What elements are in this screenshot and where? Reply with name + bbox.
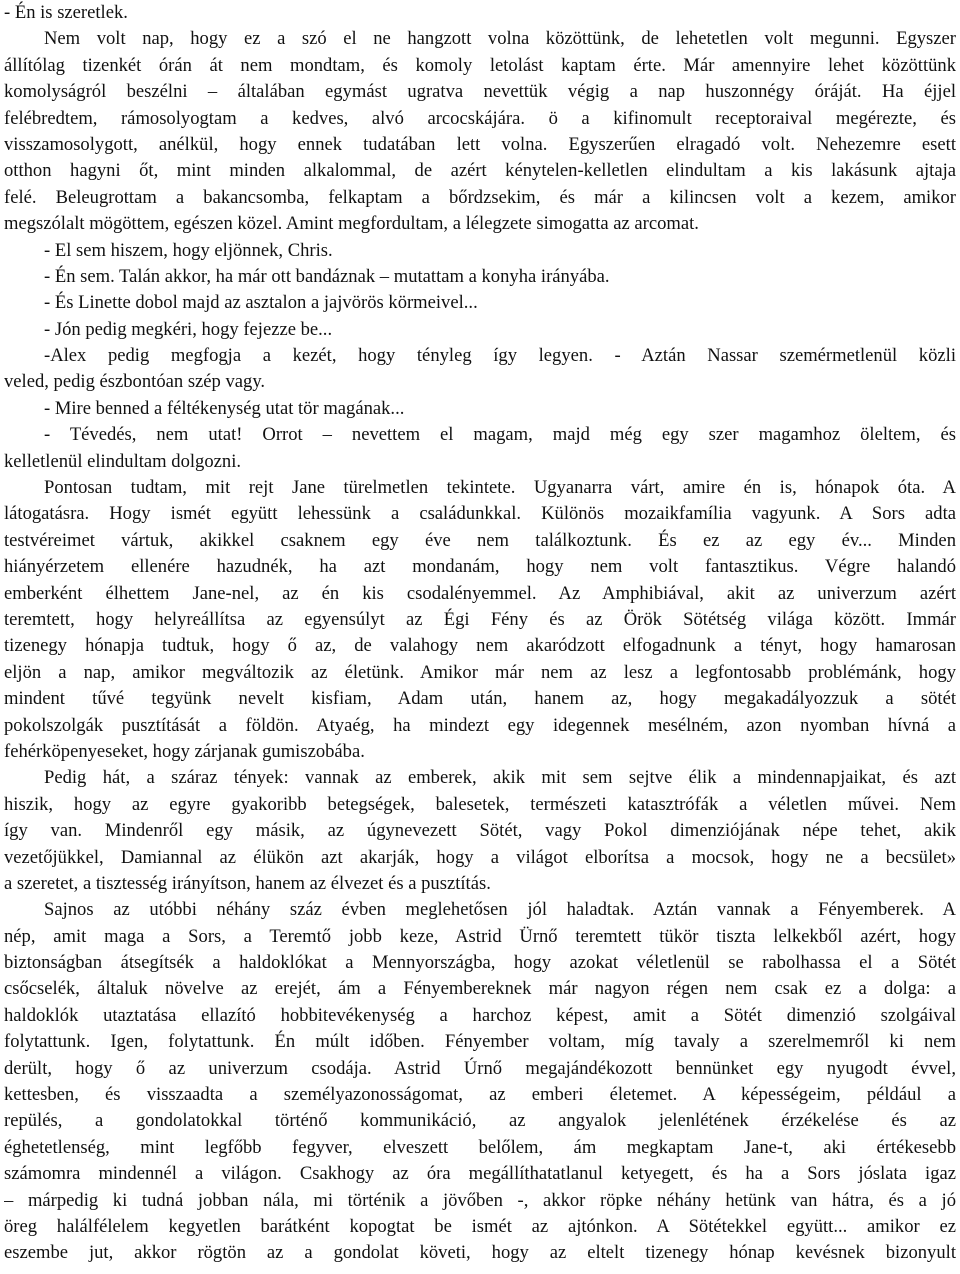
text-line: - Mire benned a féltékenység utat tör magának... xyxy=(44,397,405,419)
text-line: emberként élhettem Jane-nel, az én kis csodalényemmel. Az Amphibiával, akit az univerzum azért xyxy=(4,582,956,604)
text-line: - Jón pedig megkéri, hogy fejezze be... xyxy=(44,318,333,340)
text-line: kelletlenül elindultam dolgozni. xyxy=(4,450,242,472)
text-line: Pedig hát, a száraz tények: vannak az emberek, akik mit sem sejtve élik a mindennapjaikat, és azt xyxy=(44,767,956,789)
text-line: csőcselék, általuk növelve az erejét, ám a Fényembereknek már nagyon régen nem csak ez a dolga: a xyxy=(4,978,956,1000)
text-line: - El sem hiszem, hogy eljönnek, Chris. xyxy=(44,239,333,261)
text-line: Nem volt nap, hogy ez a szó el ne hangzott volna közöttünk, de lehetetlen volt megunni. Egyszer xyxy=(44,28,956,50)
text-line: mindent tűvé tegyünk nevelt kisfiam, Adam után, hanem az, hogy megakadályozzuk a sötét xyxy=(4,688,956,710)
text-line: veled, pedig észbontóan szép vagy. xyxy=(4,371,266,393)
text-line: számomra mindennél a világon. Csakhogy az óra megállíthatatlanul ketyegett, és ha a Sors jóslata igaz xyxy=(4,1163,956,1185)
text-line: kettesben, és visszaadta a személyazonosságomat, az emberi életemet. A képességeim, például a xyxy=(4,1084,956,1106)
text-line: biztonságban átsegítsék a haldoklókat a Mennyországba, hogy azokat véletlenül se rabolhassa el a Sötét xyxy=(4,952,956,974)
text-line: folytattunk. Igen, folytattunk. Én múlt időben. Fényember voltam, míg tavaly a szerelmemről ki nem xyxy=(4,1031,956,1053)
text-line: eljön a nap, amikor megváltozik az életünk. Amikor már nem az lesz a legfontosabb problémánk, hogy xyxy=(4,661,956,683)
text-line: felé. Beleugrottam a bakancsomba, felkaptam a bőrdzsekim, és már a kilincsen volt a kezem, amikor xyxy=(4,186,956,208)
text-line: teremtett, hogy helyreállítsa az egyensúlyt az Égi Fény és az Örök Sötétség világa között. Immár xyxy=(4,608,956,630)
text-line: Pontosan tudtam, mit rejt Jane türelmetlen tekintete. Ugyanarra várt, amire én is, hónapok óta. A xyxy=(44,477,956,499)
text-line: látogatásra. Hogy ismét együtt lehessünk a családunkkal. Különös mozaikfamília vagyunk. A Sors adta xyxy=(4,503,956,525)
text-line: - És Linette dobol majd az asztalon a jajvörös körmeivel... xyxy=(44,292,478,314)
text-line: megszólalt mögöttem, egészen közel. Amint megfordultam, a lélegzete simogatta az arcomat. xyxy=(4,213,699,235)
text-line: - Tévedés, nem utat! Orrot – nevettem el magam, majd még egy szer magamhoz öleltem, és xyxy=(44,424,956,446)
text-line: hiányérzetem ellenére hazudnék, ha azt mondanám, hogy nem volt fantasztikus. Végre halandó xyxy=(4,556,956,578)
text-line: repülés, a gondolatokkal történő kommunikáció, az angyalok jelenlétének érzékelése és az xyxy=(4,1110,956,1132)
text-line: eszembe jut, akkor rögtön az a gondolat követi, hogy az eltelt tizenegy hónap kevésnek bizonyult xyxy=(4,1242,956,1264)
text-line: öreg halálfélelem kegyetlen barátként kopogtat be ismét az ajtónkon. A Sötétekkel együtt... amikor ez xyxy=(4,1215,956,1237)
text-line: derült, hogy ő az univerzum csodája. Astrid Úrnő megajándékozott bennünket egy nyugodt évvel, xyxy=(4,1057,956,1079)
text-line: így van. Mindenről egy másik, az úgynevezett Sötét, vagy Pokol dimenziójának népe tehet, akik xyxy=(4,820,956,842)
text-line: - Én sem. Talán akkor, ha már ott bandáznak – mutattam a konyha irányába. xyxy=(44,265,610,287)
text-line: nép, amit maga a Sors, a Teremtő jobb keze, Astrid Ürnő teremtett tükör tiszta lelkekből azért, hogy xyxy=(4,925,956,947)
text-line: hiszik, hogy az egyre gyakoribb betegségek, balesetek, természeti katasztrófák a véletlen művei. Nem xyxy=(4,793,956,815)
text-line: tizenegy hónapja tudtuk, hogy ő az, de valahogy nem akaródzott elfogadnunk a tényt, hogy hamarosan xyxy=(4,635,956,657)
text-line: állítólag tizenkét órán át nem mondtam, és komoly letolást kaptam érte. Már amennyire lehet közöttünk xyxy=(4,54,956,76)
text-line: otthon hagyni őt, mint minden alkalommal, de azért kénytelen-kelletlen elindultam a kis lakásunk ajtaja xyxy=(4,160,956,182)
text-line: haldoklók utaztatása ellazító hobbitevékenység a harchoz képest, amit a Sötét dimenzió szolgáival xyxy=(4,1004,956,1026)
text-line: Sajnos az utóbbi néhány száz évben meglehetősen jól haladtak. Aztán vannak a Fényemberek. A xyxy=(44,899,956,921)
text-line: pokolszolgák pusztítását a földön. Atyaég, ha mindezt egy idegennek mesélném, azon nyomban hívná a xyxy=(4,714,956,736)
text-line: éghetetlenség, mint legfőbb fegyver, elveszett belőlem, ám megkaptam Jane-t, aki értékesebb xyxy=(4,1136,956,1158)
text-line: fehérköpenyeseket, hogy zárjanak gumiszobába. xyxy=(4,740,365,762)
text-line: a szeretet, a tisztesség irányítson, hanem az élvezet és a pusztítás. xyxy=(4,872,491,894)
text-line: visszamosolygott, anélkül, hogy ennek tudatában lett volna. Egyszerűen elragadó volt. Nehezemre esett xyxy=(4,133,956,155)
text-line: testvéreimet vártuk, akikkel csaknem egy éve nem találkoztunk. És ez az egy év... Minden xyxy=(4,529,956,551)
text-line: -Alex pedig megfogja a kezét, hogy tényleg így legyen. - Aztán Nassar szemérmetlenül közli xyxy=(44,345,956,367)
text-line: vezetőjükkel, Damiannal az élükön azt akarják, hogy a világot elborítsa a mocsok, hogy ne a becsület» xyxy=(4,846,956,868)
text-line: - Én is szeretlek. xyxy=(4,2,128,23)
text-line: – márpedig ki tudná jobban nála, mi történik a jövőben -, akkor röpke néhány hetünk van hátra, és a jó xyxy=(4,1189,956,1211)
text-line: felébredtem, rámosolyogtam a kedves, alvó arcocskájára. ö a kifinomult receptoraival megérezte, és xyxy=(4,107,956,129)
text-line: komolyságról beszélni – általában egymást ugratva nevettük végig a nap huszonnégy óráját. Ha éjjel xyxy=(4,81,956,103)
